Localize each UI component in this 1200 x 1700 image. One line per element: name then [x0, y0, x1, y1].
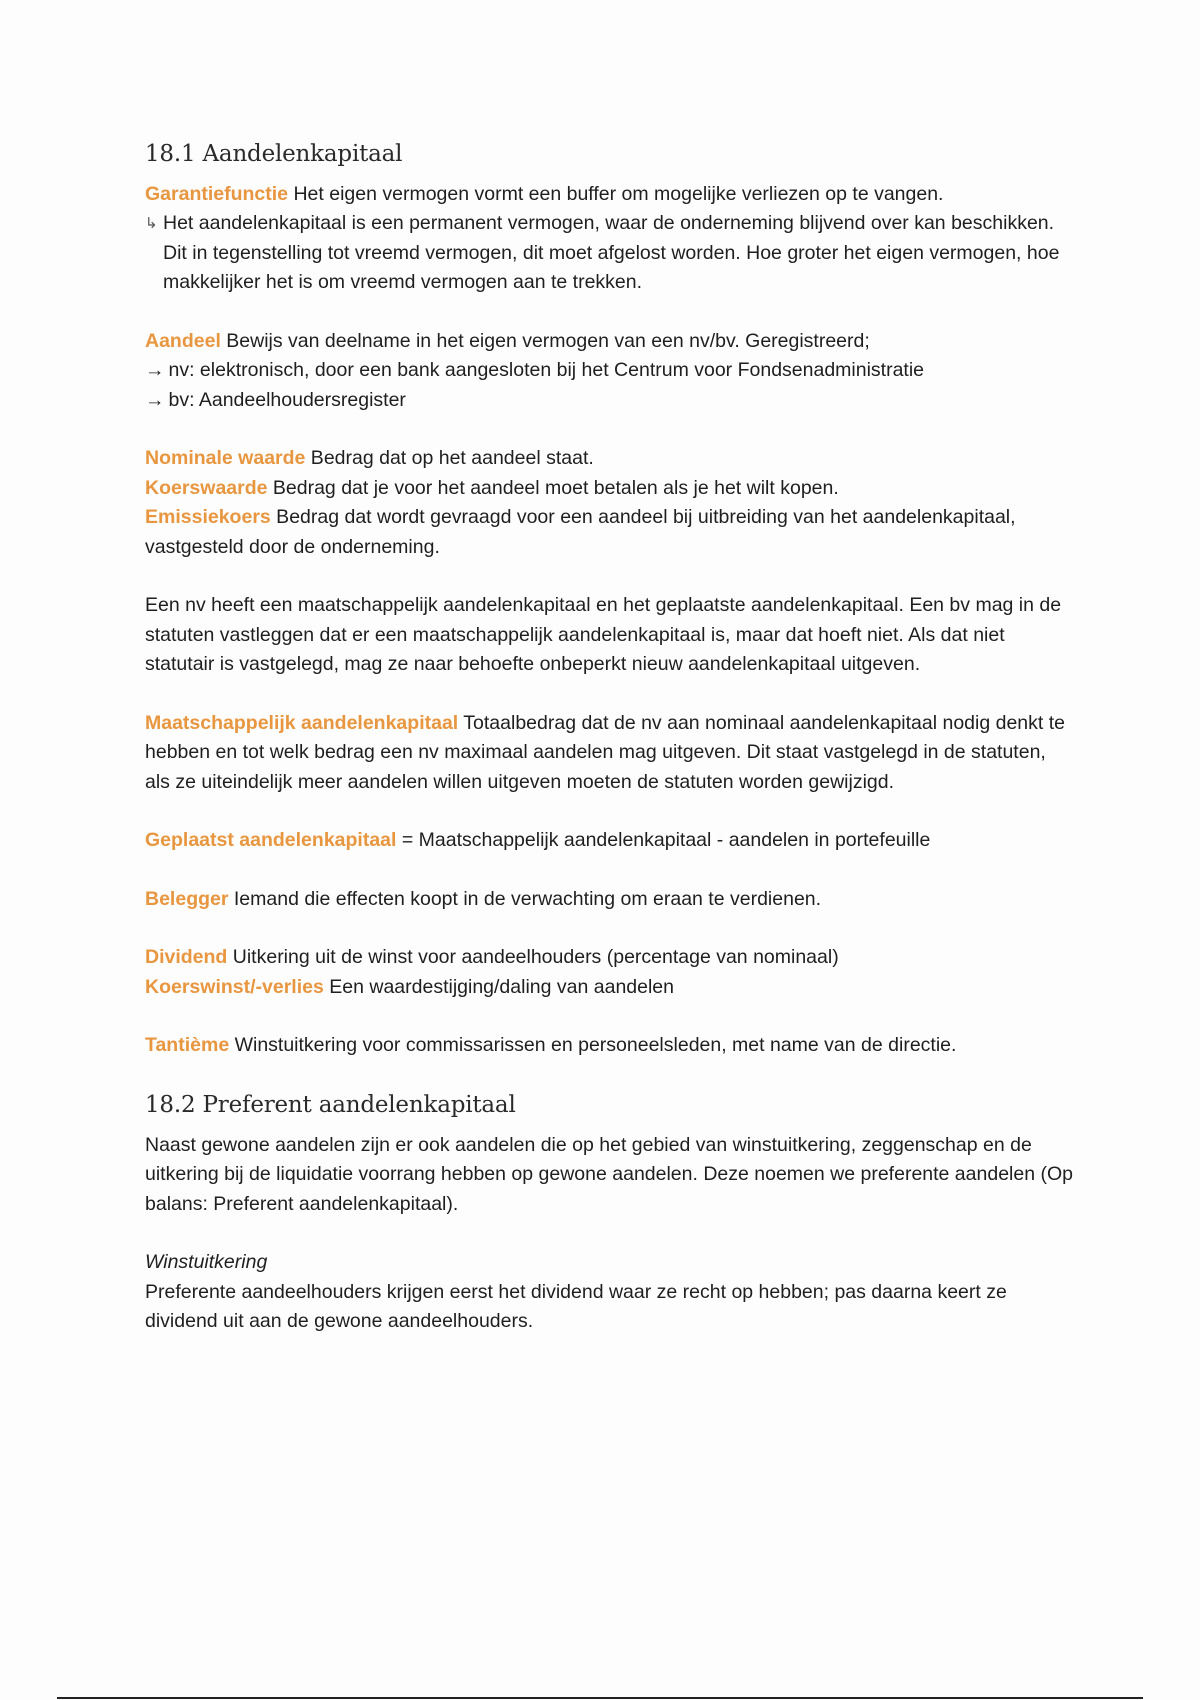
subnote-text: Het aandelenkapitaal is een permanent vermogen, waar de onderneming blijvend over kan beschikken. Dit in tegenstelling tot vreemd vermogen, dit moet afgelost worden. Hoe groter het eigen vermogen, hoe makkelijker het is om vreemd vermogen aan te trekken. — [163, 212, 1060, 294]
subheading-winstuitkering: Winstuitkering — [145, 1251, 268, 1274]
right-arrow-icon: → — [145, 388, 165, 411]
definition-text: Bewijs van deelname in het eigen vermogen van een nv/bv. Geregistreerd; — [220, 329, 870, 352]
definition-text: Bedrag dat wordt gevraagd voor een aandeel bij uitbreiding van het aandelenkapitaal, vastgesteld door de onderneming. — [145, 506, 1016, 558]
definition-text: Het eigen vermogen vormt een buffer om mogelijke verliezen op te vangen. — [288, 182, 944, 205]
return-arrow-icon: ↳ — [145, 215, 158, 233]
garantie-subnote — [145, 209, 1075, 298]
term-nominale-waarde: Nominale waarde — [145, 447, 306, 470]
definition-aandeel — [145, 327, 1075, 357]
term-maatschappelijk-aandelenkapitaal: Maatschappelijk aandelenkapitaal — [145, 711, 459, 734]
definition-belegger — [145, 885, 1075, 915]
footer-rule — [57, 1697, 1143, 1699]
term-geplaatst-aandelenkapitaal: Geplaatst aandelenkapitaal — [145, 829, 397, 852]
definition-text: Iemand die effecten koopt in de verwachting om eraan te verdienen. — [228, 887, 822, 910]
definition-text: Uitkering uit de winst voor aandeelhouders (percentage van nominaal) — [227, 946, 839, 969]
definition-text: Totaalbedrag dat de nv aan nominaal aandelenkapitaal nodig denkt te hebben en tot welk bedrag een nv maximaal aandelen mag uitgeven. Dit staat vastgelegd in de statuten, als ze uiteindelijk meer aandelen willen uitgeven moeten de statuten worden gewijzigd. — [145, 711, 1065, 793]
definition-tantieme — [145, 1031, 1075, 1061]
aandeel-nv-line — [145, 356, 1075, 386]
definition-garantiefunctie — [145, 180, 1075, 210]
term-garantiefunctie: Garantiefunctie — [145, 182, 289, 205]
term-emissiekoers: Emissiekoers — [145, 506, 271, 529]
definition-text: Een waardestijging/daling van aandelen — [323, 975, 674, 998]
definition-text: = Maatschappelijk aandelenkapitaal - aandelen in portefeuille — [396, 829, 931, 852]
definition-text: Bedrag dat je voor het aandeel moet betalen als je het wilt kopen. — [267, 476, 839, 499]
term-aandeel: Aandeel — [145, 329, 221, 352]
section-preferent — [145, 1091, 1075, 1337]
term-tantieme: Tantième — [145, 1034, 230, 1057]
document-page — [145, 140, 1075, 1337]
section-title-aandelenkapitaal: 18.1 Aandelenkapitaal — [145, 141, 403, 167]
definition-geplaatst-aandelenkapitaal — [145, 826, 1075, 856]
right-arrow-icon: → — [145, 359, 165, 382]
definition-dividend — [145, 943, 1075, 973]
line-text: nv: elektronisch, door een bank aangesloten bij het Centrum voor Fondsenadministratie — [168, 359, 925, 382]
paragraph-preferent-intro: Naast gewone aandelen zijn er ook aandelen die op het gebied van winstuitkering, zeggenschap en de uitkering bij de liquidatie voorrang hebben op gewone aandelen. Deze noemen we preferente aandelen (Op balans: Preferent aandelenkapitaal). — [145, 1133, 1073, 1215]
line-text: bv: Aandeelhoudersregister — [168, 388, 406, 411]
definition-text: Bedrag dat op het aandeel staat. — [305, 447, 594, 470]
term-koerswinst: Koerswinst/-verlies — [145, 975, 324, 998]
paragraph-winstuitkering: Preferente aandeelhouders krijgen eerst het dividend waar ze recht op hebben; pas daarna keert ze dividend uit aan de gewone aandeelhouders. — [145, 1280, 1007, 1333]
definition-emissiekoers — [145, 503, 1075, 562]
definition-koerswaarde — [145, 474, 1075, 504]
definition-koerswinst — [145, 973, 1075, 1003]
paragraph-nv-bv: Een nv heeft een maatschappelijk aandelenkapitaal en het geplaatste aandelenkapitaal. Een bv mag in de statuten vastleggen dat er een maatschappelijk aandelenkapitaal is, maar dat hoeft niet. Als dat niet statutair is vastgelegd, mag ze naar behoefte onbeperkt nieuw aandelenkapitaal uitgeven. — [145, 594, 1062, 676]
definition-text: Winstuitkering voor commissarissen en personeelsleden, met name van de directie. — [229, 1034, 957, 1057]
definition-nominale-waarde — [145, 444, 1075, 474]
aandeel-bv-line — [145, 386, 1075, 416]
term-koerswaarde: Koerswaarde — [145, 476, 268, 499]
definition-maatschappelijk-aandelenkapitaal — [145, 709, 1075, 798]
term-belegger: Belegger — [145, 887, 229, 910]
term-dividend: Dividend — [145, 946, 228, 969]
section-title-preferent-aandelenkapitaal: 18.2 Preferent aandelenkapitaal — [145, 1091, 516, 1118]
